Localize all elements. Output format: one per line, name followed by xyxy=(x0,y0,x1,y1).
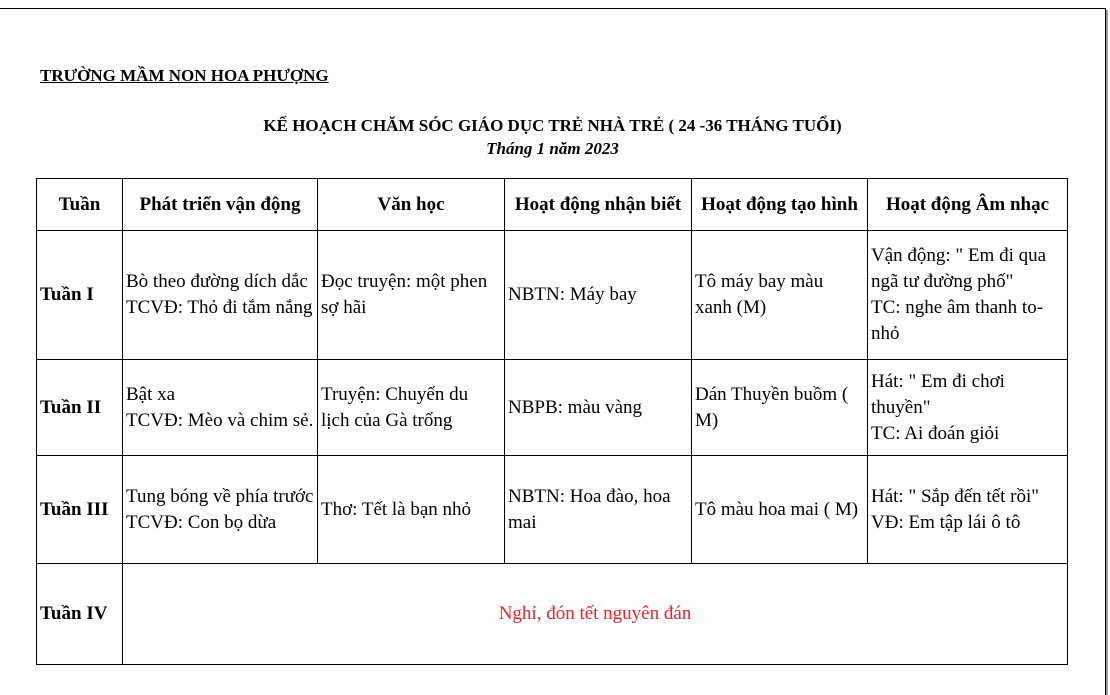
table-row xyxy=(37,231,1068,360)
column-header-literature: Văn học xyxy=(318,179,505,231)
document-title: KẾ HOẠCH CHĂM SÓC GIÁO DỤC TRẺ NHÀ TRẺ ( 24 -36 THÁNG TUỔI) xyxy=(263,116,842,135)
week-cell: Tuần II xyxy=(37,360,123,456)
art-cell: Tô máy bay màu xanh (M) xyxy=(692,231,868,360)
literature-cell: Đọc truyện: một phen sợ hãi xyxy=(318,231,505,360)
motor-cell: Bật xa TCVĐ: Mèo và chim sẻ. xyxy=(123,360,318,456)
art-cell: Dán Thuyền buồm ( M) xyxy=(692,360,868,456)
school-name: TRƯỜNG MẦM NON HOA PHƯỢNG xyxy=(40,66,329,85)
music-cell: Hát: " Em đi chơi thuyền" TC: Ai đoán giỏi xyxy=(868,360,1068,456)
week-cell: Tuần IV xyxy=(37,564,123,665)
table-row xyxy=(37,456,1068,564)
literature-cell: Truyện: Chuyến du lịch của Gà trống xyxy=(318,360,505,456)
cognition-cell: NBTN: Máy bay xyxy=(505,231,692,360)
column-header-week: Tuần xyxy=(37,179,123,231)
art-cell: Tô màu hoa mai ( M) xyxy=(692,456,868,564)
literature-cell: Thơ: Tết là bạn nhỏ xyxy=(318,456,505,564)
cognition-cell: NBPB: màu vàng xyxy=(505,360,692,456)
holiday-note: Nghỉ, đón tết nguyên đán xyxy=(123,564,1068,665)
cognition-cell: NBTN: Hoa đào, hoa mai xyxy=(505,456,692,564)
table-header-row xyxy=(37,179,1068,231)
column-header-art: Hoạt động tạo hình xyxy=(692,179,868,231)
table-row xyxy=(37,360,1068,456)
table-row-holiday xyxy=(37,564,1068,665)
week-cell: Tuần III xyxy=(37,456,123,564)
column-header-motor: Phát triển vận động xyxy=(123,179,318,231)
column-header-cognition: Hoạt động nhận biết xyxy=(505,179,692,231)
music-cell: Vận động: " Em đi qua ngã tư đường phố" TC: nghe âm thanh to-nhỏ xyxy=(868,231,1068,360)
column-header-music: Hoạt động Âm nhạc xyxy=(868,179,1068,231)
document-subtitle: Tháng 1 năm 2023 xyxy=(486,139,619,158)
music-cell: Hát: " Sắp đến tết rồi" VĐ: Em tập lái ô tô xyxy=(868,456,1068,564)
week-cell: Tuần I xyxy=(37,231,123,360)
motor-cell: Tung bóng về phía trước TCVĐ: Con bọ dừa xyxy=(123,456,318,564)
plan-table xyxy=(36,178,1068,665)
motor-cell: Bò theo đường dích dắc TCVĐ: Thỏ đi tắm nắng xyxy=(123,231,318,360)
